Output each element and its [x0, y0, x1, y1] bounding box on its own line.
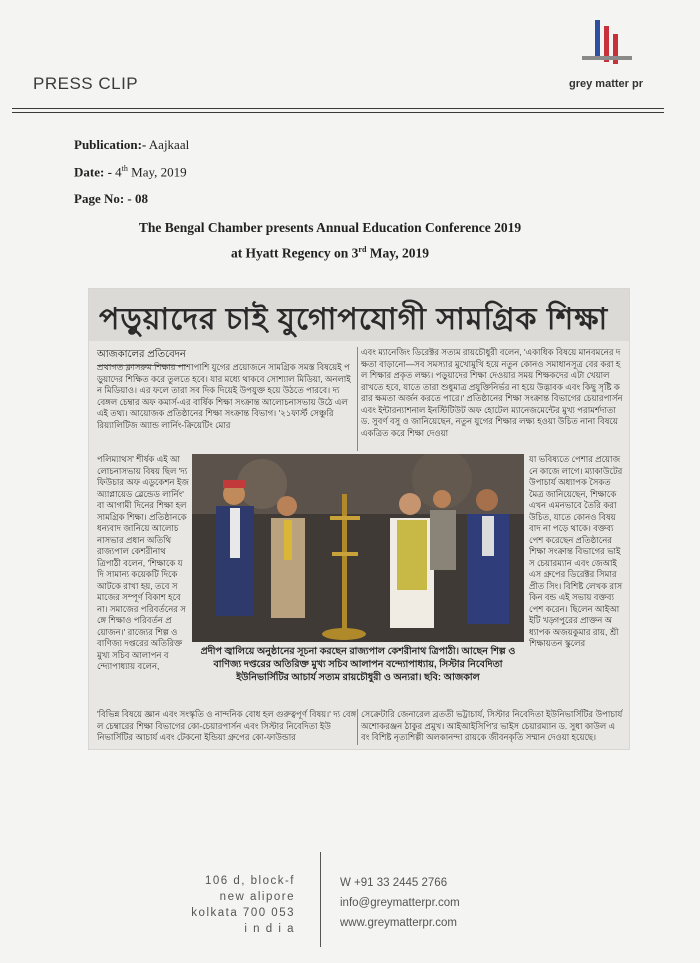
date-label: Date: -: [74, 164, 112, 180]
clip-headline: পড়ুয়াদের চাই যুগোপযোগী সামগ্রিক শিক্ষা: [99, 303, 609, 336]
header-rule-bottom: [12, 112, 664, 113]
page-line: [74, 191, 148, 207]
event-photo: [192, 454, 524, 642]
event-headline-line2-post: May, 2019: [369, 245, 430, 261]
lamp-lighting-photo-icon: [192, 454, 524, 642]
event-headline-line2-pre: at Hyatt Regency on 3: [230, 245, 359, 261]
clip-text-right-side: যা ভবিষ্যতে পেশার প্রয়োজনে কাজে লাগে। ম্যাকাউটের উপাচার্য অধ্যাপক সৈকত মৈত্র জানিয়েছেন, শিক্ষাকে এখন এমনভাবে তৈরি করা উচিত, যাতে কোনও বিষয় বাদ না পড়ে থাকে। বক্তব্য পেশ করেছেন প্রতিষ্ঠানের শিক্ষা সংক্রান্ত বিভাগের ভাইস চেয়ারম্যান এবং জেআইএস গ্রুপের ডিরেক্টর সিমারপ্রীত সিং। বিশিষ্ট লেখক রাসকিন বন্ড এই সভায় বক্তব্য পেশ করেন। ছিলেন আইআইটি খড়্গপুরের প্রাক্তন অধ্যাপক অজয়কুমার রায়, শ্রী শিক্ষায়তন স্কুলের: [529, 454, 623, 648]
clip-text-right-bottom: সেক্রেটারি জেনারেল ব্রততী ভট্টাচার্য, সিস্টার নিবেদিতা ইউনিভার্সিটির উপাচার্য অশোকরঞ্জন ঠাকুর প্রমুখ। আইআইসিপি'র ভাইস চেয়ারম্যান ড. সুধা কাউল এবং বিশিষ্ট নৃত্যশিল্পী অলকানন্দা রায়কে জীবনকৃতি সম্মান দেওয়া হয়েছে।: [361, 709, 623, 742]
publication-label: Publication:-: [74, 137, 147, 152]
footer-contact: [340, 873, 460, 933]
footer-divider: [320, 852, 321, 947]
date-day: 4: [115, 164, 122, 180]
address-line: new alipore: [219, 891, 295, 903]
header-rule-top: [12, 108, 664, 109]
date-rest: May, 2019: [131, 164, 187, 180]
address-line: kolkata 700 053: [191, 907, 295, 919]
page-value: 08: [135, 191, 149, 206]
event-headline-line1: The Bengal Chamber presents Annual Education Conference 2019: [138, 220, 522, 235]
date-line: [74, 164, 187, 180]
date-suffix: th: [121, 164, 128, 173]
publication-line: [74, 137, 189, 153]
photo-caption: প্রদীপ জ্বালিয়ে অনুষ্ঠানের সূচনা করছেন রাজ্যপাল কেশরীনাথ ত্রিপাঠী। আছেন শিল্প ও বাণিজ্য দপ্তরের অতিরিক্ত মুখ্য সচিব আলাপন বন্দ্যোপাধ্যায়, সিস্টার নিবেদিতা ইউনিভার্সিটির আচার্য সত্যম রায়চৌধুরী ও অন্যরা। ছবি: আজকাল: [200, 646, 516, 683]
page-label: Page No: -: [74, 191, 132, 206]
press-clip-title: PRESS CLIP: [33, 74, 139, 93]
clip-text-right-top: এবং ম্যানেজিং ডিরেক্টর সত্যম রায়চৌধুরী বলেন, 'একাধিক বিষয়ে মানবমনের দক্ষতা বাড়ানো—সব সমস্যার মুখোমুখি হয়ে নতুন কোনও সমাধানসূত্র বের করা হল শিক্ষার প্রকৃত লক্ষ্য। পড়ুয়াদের শিক্ষা দেওয়ার সময় শিক্ষকদের এটা খেয়াল রাখতে হবে, যাতে তারা শুধুমাত্র প্রযুক্তিনির্ভর না হয়ে উদ্ভাবক এবং কিছু সৃষ্টি করার ক্ষমতা অর্জন করতে পারে।' প্রতিষ্ঠানের শিক্ষা সংক্রান্ত বিভাগের চেয়ারপার্সন এবং ইন্টারন্যাশনাল ইনস্টিটিউট অফ হোটেল ম্যানেজমেন্টের মুখ্য পরামর্শদাতা ড. সুবর্ণ বসু ও জানিয়েছেন, নতুন যুগের শিক্ষার লক্ষ্য হওয়া উচিত নানা বিষয়ে একত্রিত করে শিক্ষা দেওয়া: [361, 347, 623, 438]
event-headline-line2: [150, 245, 510, 262]
clip-headline-band: [89, 289, 629, 341]
column-divider-top: [357, 347, 358, 451]
event-headline-sup: rd: [358, 245, 367, 254]
clip-text-left-bottom: 'বিভিন্ন বিষয়ে জ্ঞান এবং সংস্কৃতি ও নান্দনিক বোধ হল গুরুত্বপূর্ণ বিষয়।' দ্য বেঙ্গল চেম্বারের শিক্ষা বিভাগের কো-চেয়ারপার্সন এবং সিস্টার নিবেদিতা ইউনিভার্সিটির আচার্য এবং টেকনো ইন্ডিয়া গ্রুপের কো-ফাউন্ডার: [97, 709, 357, 742]
clip-byline: আজকালের প্রতিবেদন: [97, 347, 186, 366]
publication-value: Aajkaal: [148, 137, 190, 152]
footer-address: [190, 873, 295, 937]
newspaper-clipping: [88, 288, 630, 750]
address-line: 106 d, block-f: [204, 875, 295, 887]
logo-mark-icon: [568, 18, 658, 78]
footer-email[interactable]: info@greymatterpr.com: [340, 897, 460, 909]
clip-text-left-mid: পলিম্যাথস' শীর্ষক এই আলোচনাসভায় বিষয় ছিল 'দ্য ফিউচার অফ এডুকেশন ইজ অ্যাপ্লায়েড ব্লেন্ডেড লার্নিং' বা আগামী দিনের শিক্ষা হল সামগ্রিক শিক্ষা। প্রতিষ্ঠানকে ধন্যবাদ জানিয়ে আলোচনাসভার প্রধান অতিথি রাজ্যপাল কেশরীনাথ ত্রিপাঠী বলেন, 'শিক্ষাকে যদি সামান্য কয়েকটি দিকে আটকে রাখা হয়, তবে সমাজের সম্পূর্ণ বিকাশ হবে না। সমাজের পরিবর্তনের সঙ্গে শিক্ষাও পরিবর্তন প্রয়োজন।' রাজ্যের শিল্প ও বাণিজ্য দপ্তরের অতিরিক্ত মুখ্য সচিব আলাপন বন্দ্যোপাধ্যায় বলেন,: [97, 454, 189, 671]
address-line: i n d i a: [244, 923, 295, 935]
footer-website[interactable]: www.greymatterpr.com: [340, 917, 457, 929]
footer-phone: W +91 33 2445 2766: [340, 877, 448, 889]
column-divider-bottom: [357, 709, 358, 745]
logo-text: grey matter pr: [569, 78, 643, 90]
clip-text-left-top: প্রথাগত ক্লাসরুম শিক্ষার পাশাপাশি যুগের প্রয়োজনে সামগ্রিক সমস্ত বিষয়েই পড়ুয়াদের শিক্ষিত করে তুলতে হবে। যার মধ্যে থাকবে সোশ্যাল মিডিয়া, অনলাইন মিডিয়াও। এর ফলে তারা সব দিক দিয়েই উপযুক্ত হয়ে উঠতে পারবে। দ্য বেঙ্গল চেম্বার অফ কমার্স-এর বার্ষিক শিক্ষা সংক্রান্ত আলোচনাসভায় উঠে এল এই তথ্য। আয়োজক প্রতিষ্ঠানের শিক্ষা সংক্রান্ত বিভাগ। '২১ফার্স্ট সেঞ্চুরি রিয়্যালিটিজ অ্যান্ড লার্নিং-ক্রিয়েটিং মোর: [97, 362, 351, 430]
